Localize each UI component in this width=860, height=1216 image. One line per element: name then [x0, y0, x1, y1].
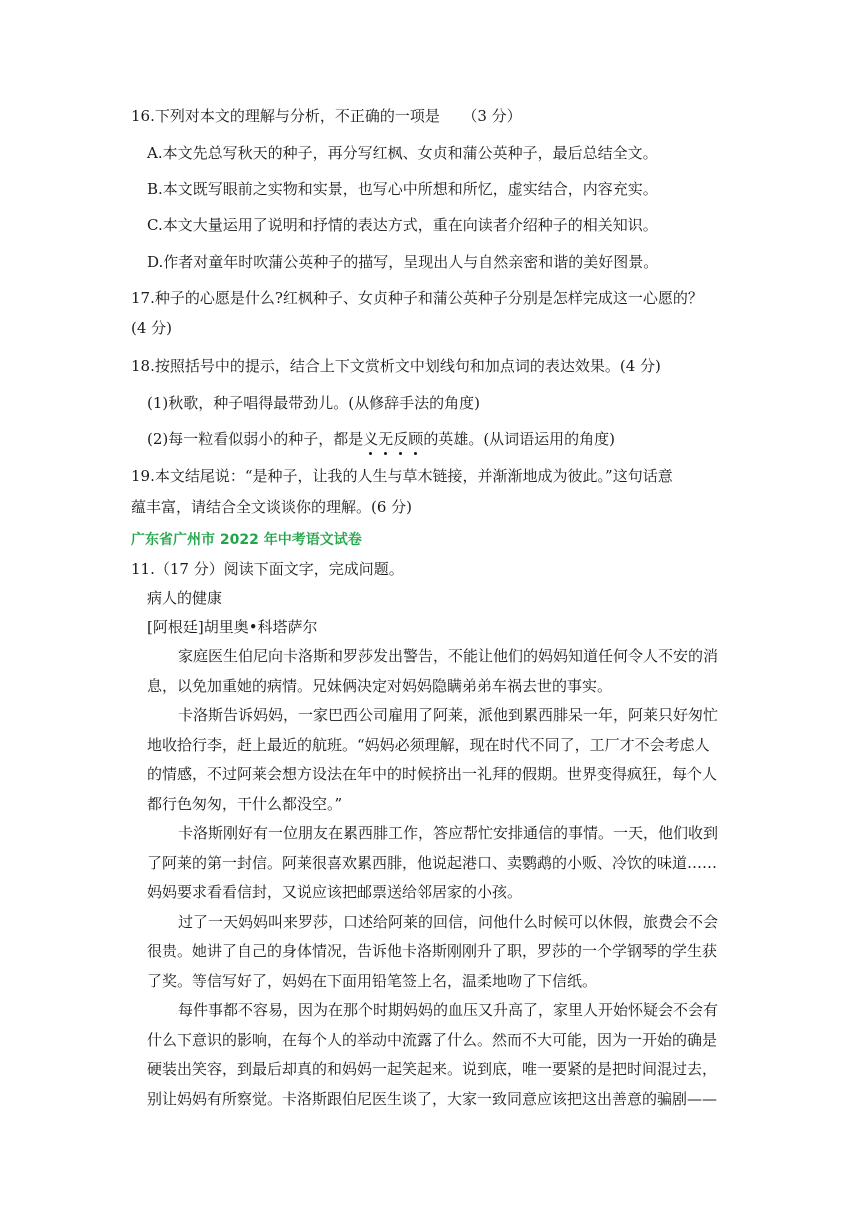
story-line: 了奖。等信写好了，妈妈在下面用铅笔签上名，温柔地吻了下信纸。	[147, 972, 598, 990]
q16-option-a: A.本文先总写秋天的种子，再分写红枫、女贞和蒲公英种子，最后总结全文。	[147, 144, 658, 162]
q18-item-1: (1)秋歌，种子唱得最带劲儿。(从修辞手法的角度)	[147, 394, 480, 412]
q16-option-c: C.本文大量运用了说明和抒情的表达方式，重在向读者介绍种子的相关知识。	[147, 216, 658, 234]
q19-stem: 19.本文结尾说：“是种子，让我的人生与草木链接，并渐渐地成为彼此。”这句话意	[131, 467, 673, 485]
story-line: 硬装出笑容，到最后却真的和妈妈一起笑起来。说到底，唯一要紧的是把时间混过去，	[147, 1060, 718, 1078]
story-line: 地收拾行李，赶上最近的航班。“妈妈必须理解，现在时代不同了，工厂才不会考虑人	[147, 736, 710, 754]
dotted-char: 无	[378, 430, 394, 448]
story-title: 病人的健康	[147, 589, 223, 607]
dotted-char: 顾	[408, 430, 424, 448]
story-line: 都行色匆匆，干什么都没空。”	[147, 795, 343, 813]
story-line: 什么下意识的影响，在每个人的举动中流露了什么。然而不大可能，因为一开始的确是	[147, 1031, 718, 1049]
story-line: 卡洛斯告诉妈妈，一家巴西公司雇用了阿莱，派他到累西腓呆一年，阿莱只好匆忙	[178, 706, 719, 724]
story-line: 家庭医生伯尼向卡洛斯和罗莎发出警告，不能让他们的妈妈知道任何令人不安的消	[178, 647, 719, 665]
story-line: 很贵。她讲了自己的身体情况，告诉他卡洛斯刚刚升了职，罗莎的一个学钢琴的学生获	[147, 942, 718, 960]
story-line: 卡洛斯刚好有一位朋友在累西腓工作，答应帮忙安排通信的事情。一天，他们收到	[178, 824, 719, 842]
q11-stem: 11.（17 分）阅读下面文字，完成问题。	[131, 560, 404, 578]
q18-item-2-prefix: (2)每一粒看似弱小的种子，都是	[147, 430, 364, 448]
q17-stem: 17.种子的心愿是什么?红枫种子、女贞种子和蒲公英种子分别是怎样完成这一心愿的？	[131, 289, 703, 307]
q16-option-d: D.作者对童年时吹蒲公英种子的描写，呈现出人与自然亲密和谐的美好图景。	[147, 253, 659, 271]
story-line: 息，以免加重她的病情。兄妹俩决定对妈妈隐瞒弟弟车祸去世的事实。	[147, 677, 613, 695]
q19-stem-cont: 蕴丰富，请结合全文谈谈你的理解。(6 分)	[131, 498, 413, 516]
q18-stem: 18.按照括号中的提示，结合上下文赏析文中划线句和加点词的表达效果。(4 分)	[131, 357, 661, 375]
story-line: 的情感，不过阿莱会想方设法在年中的时候挤出一礼拜的假期。世界变得疯狂，每个人	[147, 765, 718, 783]
story-author: [阿根廷]胡里奥•科塔萨尔	[147, 618, 318, 636]
q18-item-2-suffix: 的英雄。(从词语运用的角度)	[423, 430, 616, 448]
story-line: 了阿莱的第一封信。阿莱很喜欢累西腓，他说起港口、卖鹦鹉的小贩、冷饮的味道……	[147, 854, 718, 872]
story-line: 过了一天妈妈叫来罗莎，口述给阿莱的回信，问他什么时候可以休假，旅费会不会	[178, 913, 719, 931]
story-line: 别让妈妈有所察觉。卡洛斯跟伯尼医生谈了，大家一致同意应该把这出善意的骗剧——	[147, 1090, 718, 1108]
q17-score: (4 分)	[131, 319, 173, 337]
story-line: 妈妈要求看看信封，又说应该把邮票送给邻居家的小孩。	[147, 883, 523, 901]
q16-option-b: B.本文既写眼前之实物和实景，也写心中所想和所忆，虚实结合，内容充实。	[147, 180, 658, 198]
q16-stem: 16.下列对本文的理解与分析，不正确的一项是 （3 分）	[131, 107, 522, 125]
dotted-char: 反	[393, 430, 409, 448]
story-line: 每件事都不容易，因为在那个时期妈妈的血压又升高了，家里人开始怀疑会不会有	[178, 1001, 719, 1019]
dotted-char: 义	[363, 430, 379, 448]
section-title: 广东省广州市 2022 年中考语文试卷	[131, 532, 362, 548]
q18-item-2	[147, 429, 615, 449]
